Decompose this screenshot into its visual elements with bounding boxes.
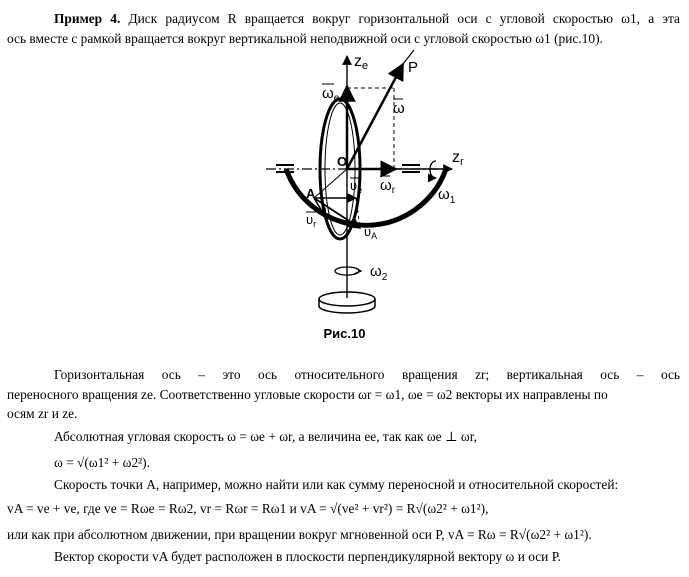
label-ve: $\upsilon_e$ <box>350 178 363 195</box>
paragraph-1-word: ось <box>258 367 278 382</box>
label-omega2: $\omega_2$ <box>370 263 388 283</box>
label-omega: ω <box>393 100 405 117</box>
label-omega-r: $\omega_r$ <box>380 177 396 196</box>
figure-caption: Рис.10 <box>323 326 366 341</box>
label-omega-e: $\omega_e$ <box>322 85 340 104</box>
paragraph-2-formula: ω = √(ω1² + ω2²). <box>54 455 150 470</box>
paragraph-3-line-2: vA = ve + ve, где ve = Rωe = Rω2, vr = Rωr = Rω1 и vA = √(ve² + vr²) = R√(ω2² + ω1²), <box>7 501 489 516</box>
paragraph-1-word: ось <box>660 367 681 382</box>
label-vr: $\upsilon_r$ <box>306 212 317 229</box>
paragraph-4-line-1: Вектор скорости vA будет расположен в плоскости перпендикулярной вектору ω и оси P. <box>54 549 562 564</box>
paragraph-1-line-2: переносного вращения ze. Соответственно угловые скорости ωr = ω1, ωe = ω2 векторы их направлены по <box>7 387 608 402</box>
example-intro-1: Диск радиусом R вращается вокруг горизонтальной оси с угловой скоростью ω1, а эта <box>128 11 680 26</box>
paragraph-1-word: ось <box>600 367 620 382</box>
label-ze: ze <box>354 53 369 72</box>
paragraph-1-word: zr; <box>475 367 490 382</box>
paragraph-1-word: – <box>198 367 205 382</box>
paragraph-3-line-3: или как при абсолютном движении, при вращении вокруг мгновенной оси P, vA = Rω = R√(ω2² + ω1²). <box>7 527 592 542</box>
paragraph-1-word: – <box>636 367 644 382</box>
paragraph-1-word: относительного <box>294 367 385 382</box>
paragraph-1-word: вертикальная <box>506 367 583 382</box>
paragraph-1-word: вращения <box>401 367 458 382</box>
paragraph-1-line-3: осям zr и ze. <box>7 406 78 421</box>
paragraph-3-line-1: Скорость точки A, например, можно найти или как сумму переносной и относительной скоростей: <box>54 477 619 492</box>
example-intro-2: ось вместе с рамкой вращается вокруг вертикальной неподвижной оси с угловой скоростью ω1 (рис.10). <box>7 31 603 46</box>
example-line-2 <box>0 30 689 48</box>
label-va: $\upsilon_A$ <box>364 224 378 241</box>
paragraph-1-words <box>54 366 680 384</box>
example-line-1 <box>0 10 689 28</box>
label-zr: zr <box>452 149 464 168</box>
paragraph-1-word: это <box>222 367 241 382</box>
example-title: Пример 4. <box>54 11 121 26</box>
paragraph-1-word: Горизонтальная <box>54 367 145 382</box>
label-p: P <box>408 59 419 76</box>
label-omega1: $\omega_1$ <box>438 186 456 206</box>
label-o: O <box>337 154 348 169</box>
figure-rotating-disk <box>256 48 480 322</box>
label-a: A <box>306 186 316 201</box>
paragraph-1-line-1 <box>0 366 689 384</box>
paragraph-1-word: ось <box>161 367 181 382</box>
paragraph-2-line-1: Абсолютная угловая скорость ω = ωe + ωr, а величина ее, так как ωe ⊥ ωr, <box>54 429 477 444</box>
